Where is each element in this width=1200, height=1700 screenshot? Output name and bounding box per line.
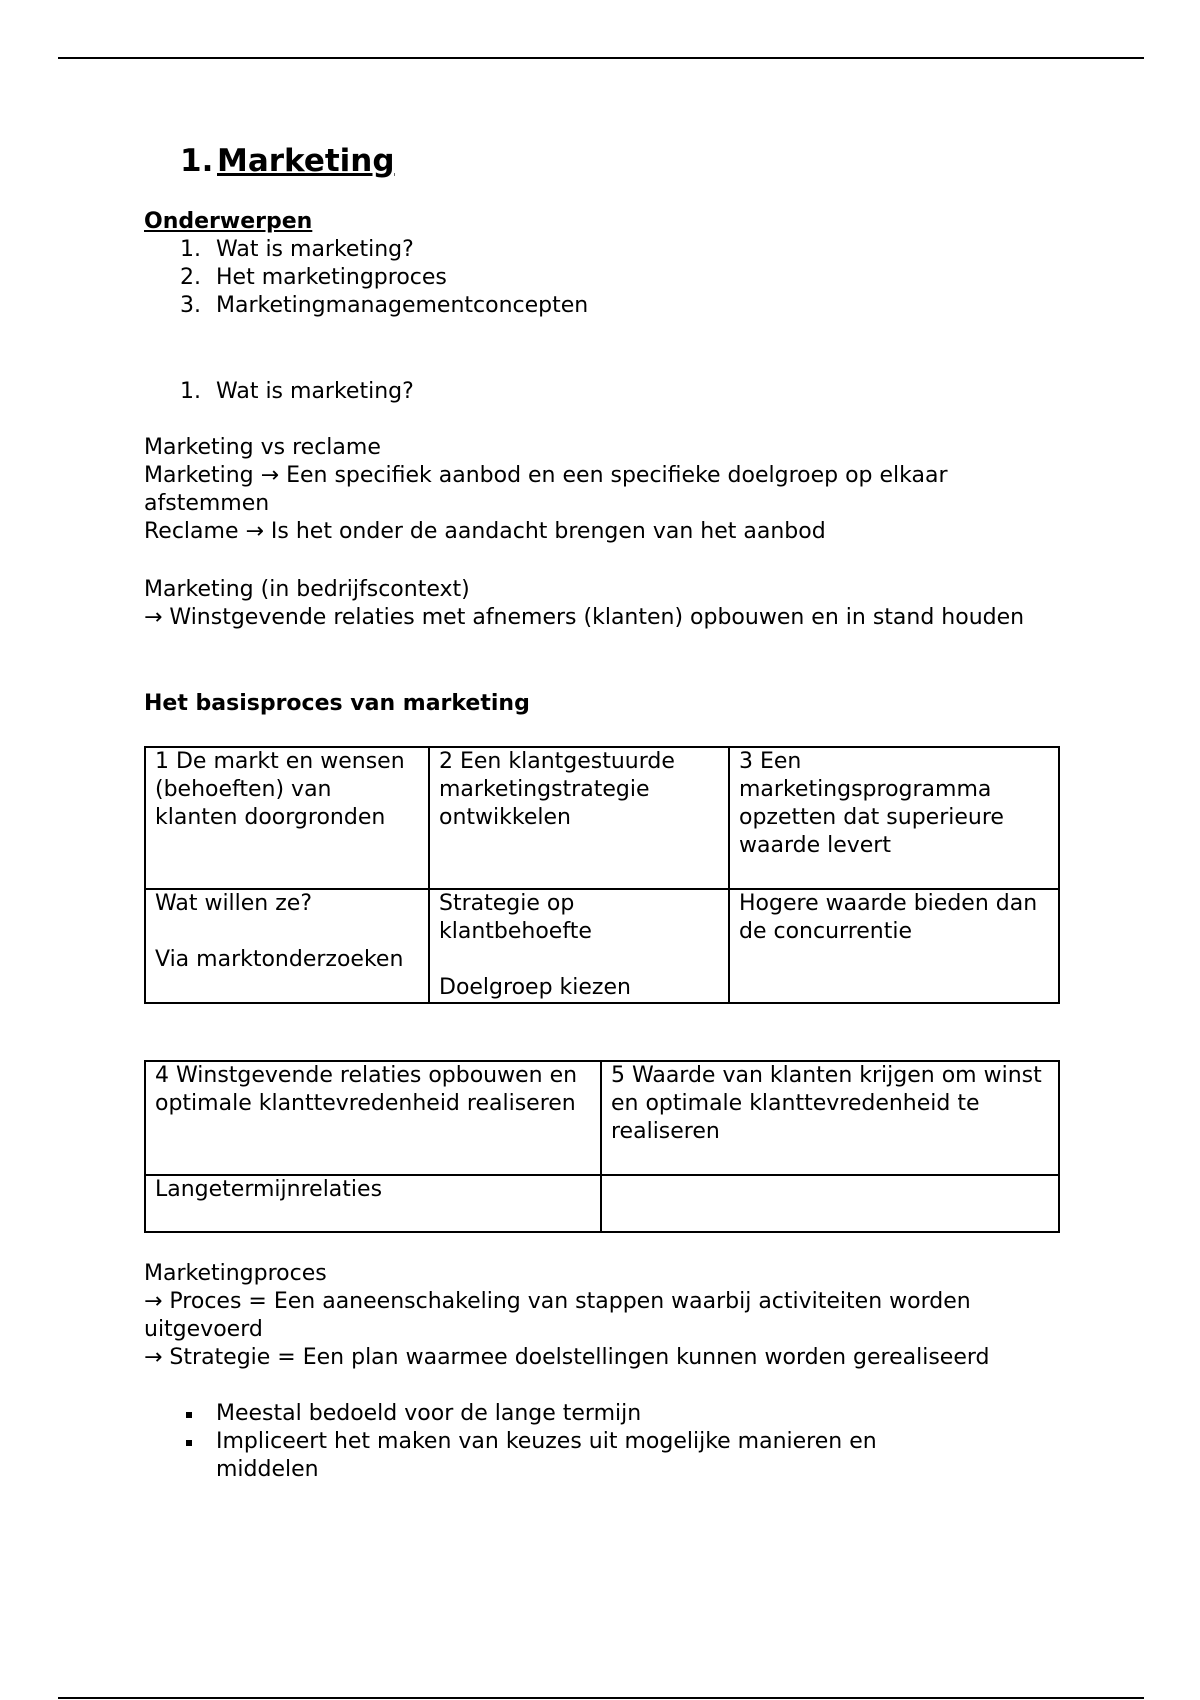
list-item: Meestal bedoeld voor de lange termijn bbox=[180, 1400, 956, 1428]
bullet-square-icon bbox=[186, 1440, 192, 1446]
list-item: 3. Marketingmanagementconcepten bbox=[180, 293, 589, 318]
bullet-square-icon bbox=[186, 1412, 192, 1418]
marketing-vs-reclame bbox=[144, 434, 1064, 546]
strategie-bullets bbox=[180, 1400, 956, 1484]
table-cell bbox=[601, 1175, 1059, 1232]
header-rule bbox=[58, 57, 1144, 59]
table-row bbox=[145, 889, 1059, 1003]
topics-list bbox=[180, 236, 588, 320]
table-cell: Langetermijnrelaties bbox=[145, 1175, 601, 1232]
table-row bbox=[145, 1061, 1059, 1175]
list-item: Impliceert het maken van keuzes uit mogelijke manieren en middelen bbox=[180, 1428, 956, 1484]
bedrijfscontext-definition: → Winstgevende relaties met afnemers (klanten) opbouwen en in stand houden bbox=[144, 605, 1025, 630]
list-item: 1. Wat is marketing? bbox=[180, 237, 414, 262]
paragraph-title: Marketingproces bbox=[144, 1261, 327, 1286]
paragraph-title: Marketing vs reclame bbox=[144, 435, 381, 460]
basisproces-title: Het basisproces van marketing bbox=[144, 691, 530, 716]
paragraph-title: Marketing (in bedrijfscontext) bbox=[144, 577, 470, 602]
list-item: 2. Het marketingproces bbox=[180, 265, 447, 290]
table-cell: 1 De markt en wensen (behoeften) van klanten doorgronden bbox=[145, 747, 429, 889]
strategie-definition: → Strategie = Een plan waarmee doelstellingen kunnen worden gerealiseerd bbox=[144, 1345, 990, 1370]
reclame-definition: Reclame → Is het onder de aandacht brengen van het aanbod bbox=[144, 519, 826, 544]
table-cell: 2 Een klantgestuurde marketingstrategie ontwikkelen bbox=[429, 747, 729, 889]
table-cell: Hogere waarde bieden dan de concurrentie bbox=[729, 889, 1059, 1003]
bedrijfscontext bbox=[144, 576, 1064, 632]
table-cell: Strategie op klantbehoefte Doelgroep kiezen bbox=[429, 889, 729, 1003]
table-cell: 3 Een marketingsprogramma opzetten dat superieure waarde levert bbox=[729, 747, 1059, 889]
footer-rule bbox=[58, 1697, 1144, 1699]
section-heading-list bbox=[180, 378, 414, 406]
marketing-definition: Marketing → Een specifiek aanbod en een specifieke doelgroep op elkaar afstemmen bbox=[144, 463, 948, 516]
proces-definition: → Proces = Een aaneenschakeling van stappen waarbij activiteiten worden uitgevoerd bbox=[144, 1289, 971, 1342]
table-row bbox=[145, 1175, 1059, 1232]
table-row bbox=[145, 747, 1059, 889]
chapter-heading bbox=[180, 142, 405, 180]
table-cell: 4 Winstgevende relaties opbouwen en optimale klanttevredenheid realiseren bbox=[145, 1061, 601, 1175]
marketingproces bbox=[144, 1260, 1064, 1372]
section-heading: 1. Wat is marketing? bbox=[180, 379, 414, 404]
chapter-title: Marketing bbox=[217, 143, 395, 179]
topics-label: Onderwerpen bbox=[144, 209, 313, 234]
table-cell: Wat willen ze? Via marktonderzoeken bbox=[145, 889, 429, 1003]
table-cell: 5 Waarde van klanten krijgen om winst en optimale klanttevredenheid te realiseren bbox=[601, 1061, 1059, 1175]
basisproces-table-1 bbox=[144, 746, 1060, 1004]
chapter-number: 1. bbox=[180, 143, 214, 179]
basisproces-table-2 bbox=[144, 1060, 1060, 1233]
